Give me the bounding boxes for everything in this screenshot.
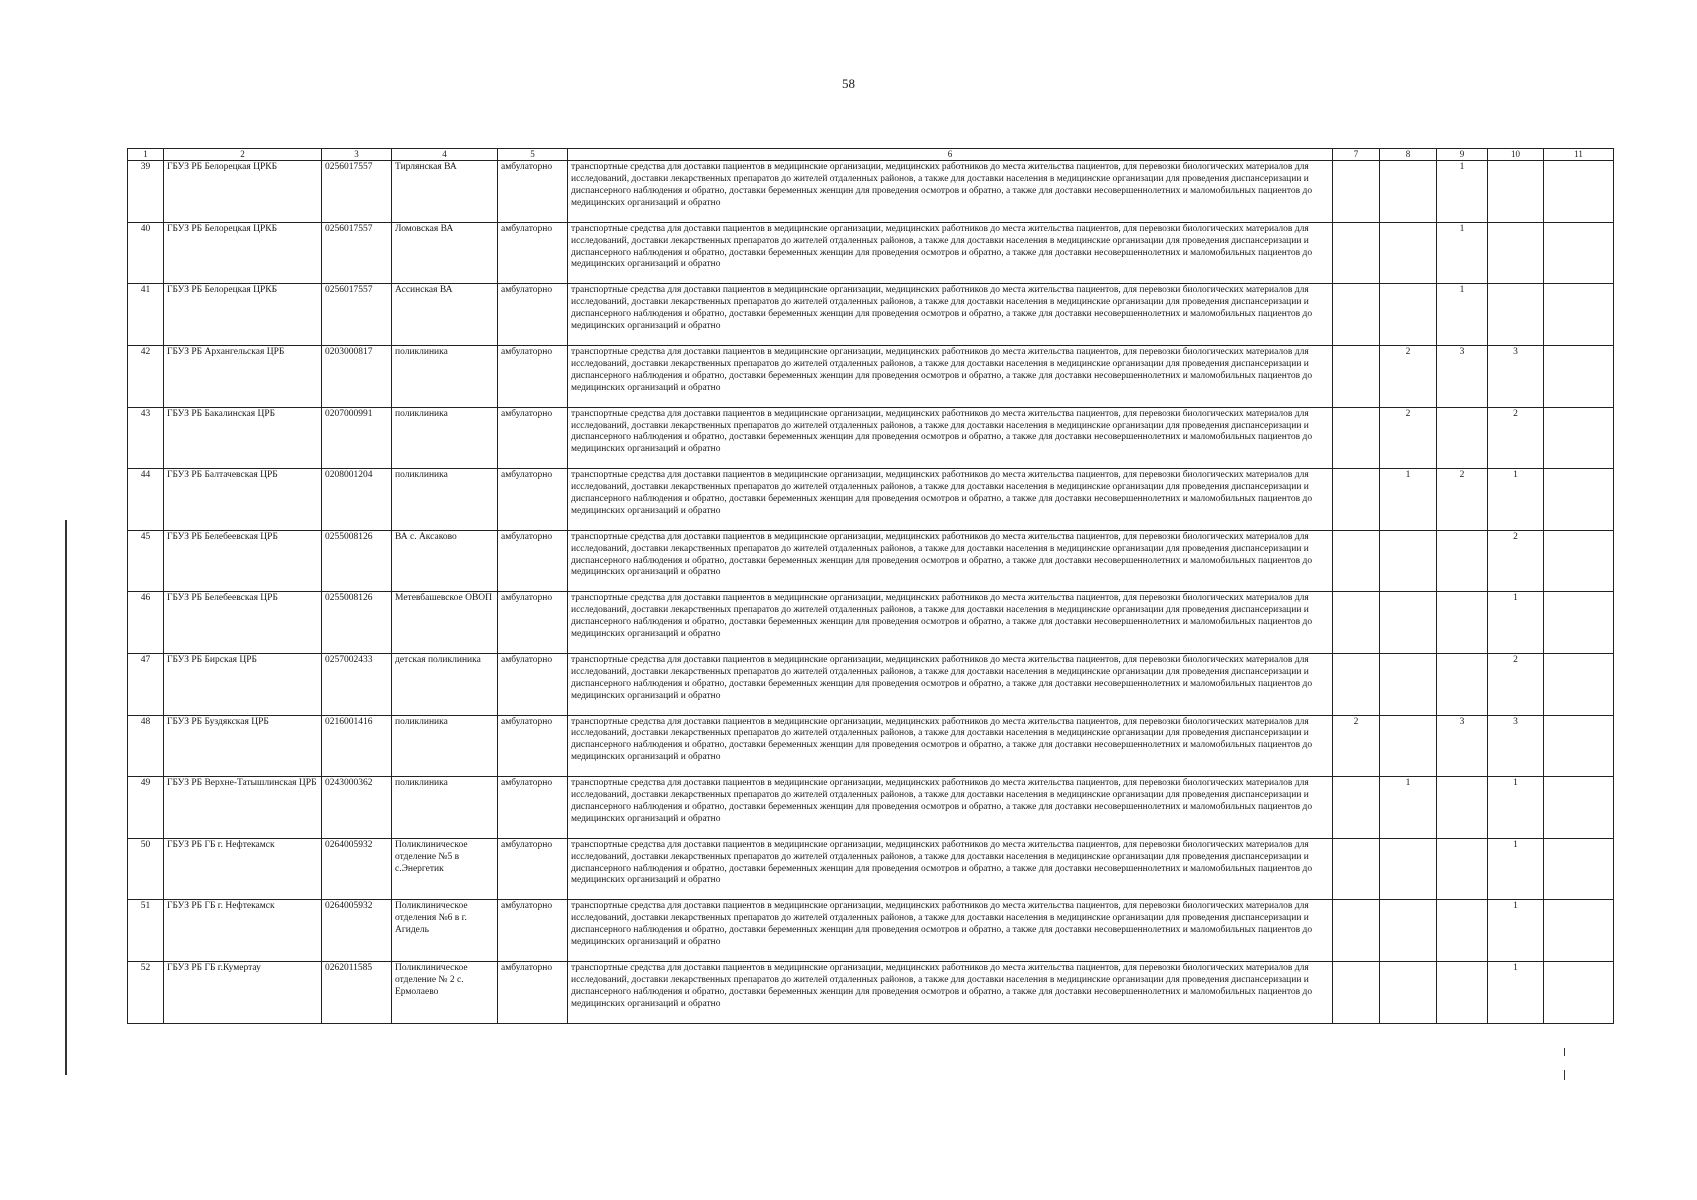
col-9-value: 3	[1437, 715, 1488, 777]
table-row	[128, 777, 1614, 839]
inn-code: 0256017557	[322, 161, 392, 223]
col-7-value	[1333, 530, 1380, 592]
header-col-3: 3	[322, 149, 392, 161]
col-11-value	[1544, 284, 1614, 346]
care-type: амбулаторно	[498, 530, 568, 592]
header-col-9: 9	[1437, 149, 1488, 161]
transport-description: транспортные средства для доставки пациентов в медицинские организации, медицинских работников до места жительства пациентов, для перевозки биологических материалов для исследований, доставки лекарственных препаратов до жителей отдаленных районов, а также для доставки населения в медицинские организации для проведения диспансеризации и диспансерного наблюдения и обратно, доставки беременных женщин для проведения осмотров и обратно, а также для доставки несовершеннолетних и маломобильных пациентов до медицинских организаций и обратно	[568, 961, 1333, 1023]
care-type: амбулаторно	[498, 654, 568, 716]
unit-name: поликлиника	[392, 346, 498, 408]
table-row	[128, 346, 1614, 408]
transport-description: транспортные средства для доставки пациентов в медицинские организации, медицинских работников до места жительства пациентов, для перевозки биологических материалов для исследований, доставки лекарственных препаратов до жителей отдаленных районов, а также для доставки населения в медицинские организации для проведения диспансеризации и диспансерного наблюдения и обратно, доставки беременных женщин для проведения осмотров и обратно, а также для доставки несовершеннолетних и маломобильных пациентов до медицинских организаций и обратно	[568, 161, 1333, 223]
inn-code: 0203000817	[322, 346, 392, 408]
organization-name: ГБУЗ РБ Белебеевская ЦРБ	[164, 592, 322, 654]
table-row	[128, 469, 1614, 531]
transport-description: транспортные средства для доставки пациентов в медицинские организации, медицинских работников до места жительства пациентов, для перевозки биологических материалов для исследований, доставки лекарственных препаратов до жителей отдаленных районов, а также для доставки населения в медицинские организации для проведения диспансеризации и диспансерного наблюдения и обратно, доставки беременных женщин для проведения осмотров и обратно, а также для доставки несовершеннолетних и маломобильных пациентов до медицинских организаций и обратно	[568, 222, 1333, 284]
col-7-value	[1333, 161, 1380, 223]
row-number: 47	[128, 654, 164, 716]
transport-description: транспортные средства для доставки пациентов в медицинские организации, медицинских работников до места жительства пациентов, для перевозки биологических материалов для исследований, доставки лекарственных препаратов до жителей отдаленных районов, а также для доставки населения в медицинские организации для проведения диспансеризации и диспансерного наблюдения и обратно, доставки беременных женщин для проведения осмотров и обратно, а также для доставки несовершеннолетних и маломобильных пациентов до медицинских организаций и обратно	[568, 469, 1333, 531]
organization-name: ГБУЗ РБ Буздякская ЦРБ	[164, 715, 322, 777]
inn-code: 0256017557	[322, 222, 392, 284]
transport-description: транспортные средства для доставки пациентов в медицинские организации, медицинских работников до места жительства пациентов, для перевозки биологических материалов для исследований, доставки лекарственных препаратов до жителей отдаленных районов, а также для доставки населения в медицинские организации для проведения диспансеризации и диспансерного наблюдения и обратно, доставки беременных женщин для проведения осмотров и обратно, а также для доставки несовершеннолетних и маломобильных пациентов до медицинских организаций и обратно	[568, 777, 1333, 839]
col-8-value	[1380, 161, 1437, 223]
row-number: 43	[128, 407, 164, 469]
col-8-value	[1380, 222, 1437, 284]
header-col-2: 2	[164, 149, 322, 161]
col-10-value: 1	[1488, 777, 1544, 839]
col-11-value	[1544, 900, 1614, 962]
table-row	[128, 654, 1614, 716]
row-number: 44	[128, 469, 164, 531]
header-col-6: 6	[568, 149, 1333, 161]
transport-description: транспортные средства для доставки пациентов в медицинские организации, медицинских работников до места жительства пациентов, для перевозки биологических материалов для исследований, доставки лекарственных препаратов до жителей отдаленных районов, а также для доставки населения в медицинские организации для проведения диспансеризации и диспансерного наблюдения и обратно, доставки беременных женщин для проведения осмотров и обратно, а также для доставки несовершеннолетних и маломобильных пациентов до медицинских организаций и обратно	[568, 346, 1333, 408]
col-10-value: 2	[1488, 407, 1544, 469]
col-8-value: 1	[1380, 777, 1437, 839]
col-10-value: 1	[1488, 469, 1544, 531]
col-10-value: 1	[1488, 838, 1544, 900]
table-row	[128, 161, 1614, 223]
organization-name: ГБУЗ РБ Белорецкая ЦРКБ	[164, 161, 322, 223]
header-col-1: 1	[128, 149, 164, 161]
unit-name: поликлиника	[392, 469, 498, 531]
row-number: 42	[128, 346, 164, 408]
col-9-value	[1437, 592, 1488, 654]
header-col-7: 7	[1333, 149, 1380, 161]
col-9-value	[1437, 961, 1488, 1023]
row-number: 45	[128, 530, 164, 592]
unit-name: поликлиника	[392, 777, 498, 839]
care-type: амбулаторно	[498, 838, 568, 900]
scan-edge-mark	[1564, 1048, 1565, 1056]
organization-name: ГБУЗ РБ Бакалинская ЦРБ	[164, 407, 322, 469]
col-9-value: 2	[1437, 469, 1488, 531]
table-row	[128, 592, 1614, 654]
col-8-value	[1380, 530, 1437, 592]
care-type: амбулаторно	[498, 284, 568, 346]
col-9-value: 1	[1437, 222, 1488, 284]
header-col-10: 10	[1488, 149, 1544, 161]
col-9-value: 1	[1437, 161, 1488, 223]
row-number: 41	[128, 284, 164, 346]
col-8-value: 2	[1380, 407, 1437, 469]
unit-name: Поликлиническое отделение № 2 с. Ермолаево	[392, 961, 498, 1023]
page-number: 58	[842, 76, 855, 91]
header-col-5: 5	[498, 149, 568, 161]
inn-code: 0255008126	[322, 530, 392, 592]
inn-code: 0243000362	[322, 777, 392, 839]
care-type: амбулаторно	[498, 900, 568, 962]
col-11-value	[1544, 407, 1614, 469]
table-row	[128, 530, 1614, 592]
col-10-value	[1488, 222, 1544, 284]
row-number: 52	[128, 961, 164, 1023]
scan-edge-mark	[1564, 1070, 1565, 1080]
unit-name: Поликлиническое отделения №6 в г. Агидель	[392, 900, 498, 962]
col-11-value	[1544, 346, 1614, 408]
organization-name: ГБУЗ РБ ГБ г. Нефтекамск	[164, 900, 322, 962]
col-8-value	[1380, 900, 1437, 962]
organization-name: ГБУЗ РБ Белорецкая ЦРКБ	[164, 284, 322, 346]
care-type: амбулаторно	[498, 469, 568, 531]
col-8-value	[1380, 838, 1437, 900]
col-11-value	[1544, 777, 1614, 839]
col-7-value	[1333, 222, 1380, 284]
care-type: амбулаторно	[498, 777, 568, 839]
col-7-value: 2	[1333, 715, 1380, 777]
header-row	[128, 149, 1614, 161]
col-10-value: 1	[1488, 592, 1544, 654]
col-9-value	[1437, 777, 1488, 839]
inn-code: 0264005932	[322, 838, 392, 900]
organization-name: ГБУЗ РБ Белорецкая ЦРКБ	[164, 222, 322, 284]
table-row	[128, 838, 1614, 900]
inn-code: 0208001204	[322, 469, 392, 531]
facilities-table	[127, 148, 1614, 1024]
scan-edge-mark	[65, 520, 67, 1075]
inn-code: 0255008126	[322, 592, 392, 654]
header-col-11: 11	[1544, 149, 1614, 161]
transport-description: транспортные средства для доставки пациентов в медицинские организации, медицинских работников до места жительства пациентов, для перевозки биологических материалов для исследований, доставки лекарственных препаратов до жителей отдаленных районов, а также для доставки населения в медицинские организации для проведения диспансеризации и диспансерного наблюдения и обратно, доставки беременных женщин для проведения осмотров и обратно, а также для доставки несовершеннолетних и маломобильных пациентов до медицинских организаций и обратно	[568, 900, 1333, 962]
col-7-value	[1333, 838, 1380, 900]
table-row	[128, 715, 1614, 777]
unit-name: ВА с. Аксаково	[392, 530, 498, 592]
unit-name: Ломовская ВА	[392, 222, 498, 284]
transport-description: транспортные средства для доставки пациентов в медицинские организации, медицинских работников до места жительства пациентов, для перевозки биологических материалов для исследований, доставки лекарственных препаратов до жителей отдаленных районов, а также для доставки населения в медицинские организации для проведения диспансеризации и диспансерного наблюдения и обратно, доставки беременных женщин для проведения осмотров и обратно, а также для доставки несовершеннолетних и маломобильных пациентов до медицинских организаций и обратно	[568, 592, 1333, 654]
col-8-value: 2	[1380, 346, 1437, 408]
col-8-value	[1380, 654, 1437, 716]
inn-code: 0216001416	[322, 715, 392, 777]
organization-name: ГБУЗ РБ Архангельская ЦРБ	[164, 346, 322, 408]
care-type: амбулаторно	[498, 961, 568, 1023]
table-header	[128, 149, 1614, 161]
col-10-value: 1	[1488, 900, 1544, 962]
col-11-value	[1544, 469, 1614, 531]
col-9-value: 3	[1437, 346, 1488, 408]
col-9-value	[1437, 838, 1488, 900]
transport-description: транспортные средства для доставки пациентов в медицинские организации, медицинских работников до места жительства пациентов, для перевозки биологических материалов для исследований, доставки лекарственных препаратов до жителей отдаленных районов, а также для доставки населения в медицинские организации для проведения диспансеризации и диспансерного наблюдения и обратно, доставки беременных женщин для проведения осмотров и обратно, а также для доставки несовершеннолетних и маломобильных пациентов до медицинских организаций и обратно	[568, 654, 1333, 716]
col-7-value	[1333, 900, 1380, 962]
col-11-value	[1544, 961, 1614, 1023]
table-body	[128, 161, 1614, 1023]
row-number: 39	[128, 161, 164, 223]
transport-description: транспортные средства для доставки пациентов в медицинские организации, медицинских работников до места жительства пациентов, для перевозки биологических материалов для исследований, доставки лекарственных препаратов до жителей отдаленных районов, а также для доставки населения в медицинские организации для проведения диспансеризации и диспансерного наблюдения и обратно, доставки беременных женщин для проведения осмотров и обратно, а также для доставки несовершеннолетних и маломобильных пациентов до медицинских организаций и обратно	[568, 838, 1333, 900]
unit-name: поликлиника	[392, 407, 498, 469]
col-11-value	[1544, 715, 1614, 777]
col-7-value	[1333, 777, 1380, 839]
unit-name: поликлиника	[392, 715, 498, 777]
col-10-value: 2	[1488, 530, 1544, 592]
header-col-4: 4	[392, 149, 498, 161]
col-10-value: 3	[1488, 346, 1544, 408]
col-8-value	[1380, 284, 1437, 346]
unit-name: Тирлянская ВА	[392, 161, 498, 223]
col-9-value	[1437, 530, 1488, 592]
unit-name: детская поликлиника	[392, 654, 498, 716]
table-row	[128, 284, 1614, 346]
col-11-value	[1544, 161, 1614, 223]
inn-code: 0257002433	[322, 654, 392, 716]
col-7-value	[1333, 961, 1380, 1023]
transport-description: транспортные средства для доставки пациентов в медицинские организации, медицинских работников до места жительства пациентов, для перевозки биологических материалов для исследований, доставки лекарственных препаратов до жителей отдаленных районов, а также для доставки населения в медицинские организации для проведения диспансеризации и диспансерного наблюдения и обратно, доставки беременных женщин для проведения осмотров и обратно, а также для доставки несовершеннолетних и маломобильных пациентов до медицинских организаций и обратно	[568, 407, 1333, 469]
col-9-value: 1	[1437, 284, 1488, 346]
col-9-value	[1437, 407, 1488, 469]
table-row	[128, 961, 1614, 1023]
care-type: амбулаторно	[498, 407, 568, 469]
col-8-value	[1380, 961, 1437, 1023]
col-8-value: 1	[1380, 469, 1437, 531]
col-11-value	[1544, 838, 1614, 900]
table-row	[128, 900, 1614, 962]
inn-code: 0264005932	[322, 900, 392, 962]
col-7-value	[1333, 592, 1380, 654]
care-type: амбулаторно	[498, 592, 568, 654]
unit-name: Поликлиническое отделение №5 в с.Энергетик	[392, 838, 498, 900]
col-8-value	[1380, 592, 1437, 654]
transport-description: транспортные средства для доставки пациентов в медицинские организации, медицинских работников до места жительства пациентов, для перевозки биологических материалов для исследований, доставки лекарственных препаратов до жителей отдаленных районов, а также для доставки населения в медицинские организации для проведения диспансеризации и диспансерного наблюдения и обратно, доставки беременных женщин для проведения осмотров и обратно, а также для доставки несовершеннолетних и маломобильных пациентов до медицинских организаций и обратно	[568, 530, 1333, 592]
transport-description: транспортные средства для доставки пациентов в медицинские организации, медицинских работников до места жительства пациентов, для перевозки биологических материалов для исследований, доставки лекарственных препаратов до жителей отдаленных районов, а также для доставки населения в медицинские организации для проведения диспансеризации и диспансерного наблюдения и обратно, доставки беременных женщин для проведения осмотров и обратно, а также для доставки несовершеннолетних и маломобильных пациентов до медицинских организаций и обратно	[568, 284, 1333, 346]
col-11-value	[1544, 530, 1614, 592]
care-type: амбулаторно	[498, 222, 568, 284]
col-10-value: 1	[1488, 961, 1544, 1023]
organization-name: ГБУЗ РБ Бирская ЦРБ	[164, 654, 322, 716]
row-number: 40	[128, 222, 164, 284]
col-11-value	[1544, 222, 1614, 284]
header-col-8: 8	[1380, 149, 1437, 161]
unit-name: Ассинская ВА	[392, 284, 498, 346]
care-type: амбулаторно	[498, 346, 568, 408]
care-type: амбулаторно	[498, 161, 568, 223]
row-number: 49	[128, 777, 164, 839]
organization-name: ГБУЗ РБ Верхне-Татышлинская ЦРБ	[164, 777, 322, 839]
col-10-value: 3	[1488, 715, 1544, 777]
col-11-value	[1544, 592, 1614, 654]
col-10-value	[1488, 161, 1544, 223]
col-7-value	[1333, 284, 1380, 346]
col-9-value	[1437, 900, 1488, 962]
care-type: амбулаторно	[498, 715, 568, 777]
row-number: 46	[128, 592, 164, 654]
organization-name: ГБУЗ РБ Балтачевская ЦРБ	[164, 469, 322, 531]
organization-name: ГБУЗ РБ ГБ г.Кумертау	[164, 961, 322, 1023]
col-7-value	[1333, 654, 1380, 716]
inn-code: 0207000991	[322, 407, 392, 469]
row-number: 48	[128, 715, 164, 777]
col-10-value	[1488, 284, 1544, 346]
inn-code: 0262011585	[322, 961, 392, 1023]
col-7-value	[1333, 407, 1380, 469]
table-row	[128, 222, 1614, 284]
inn-code: 0256017557	[322, 284, 392, 346]
organization-name: ГБУЗ РБ ГБ г. Нефтекамск	[164, 838, 322, 900]
col-10-value: 2	[1488, 654, 1544, 716]
row-number: 51	[128, 900, 164, 962]
col-8-value	[1380, 715, 1437, 777]
row-number: 50	[128, 838, 164, 900]
col-9-value	[1437, 654, 1488, 716]
col-11-value	[1544, 654, 1614, 716]
col-7-value	[1333, 469, 1380, 531]
unit-name: Метевбашевское ОВОП	[392, 592, 498, 654]
transport-description: транспортные средства для доставки пациентов в медицинские организации, медицинских работников до места жительства пациентов, для перевозки биологических материалов для исследований, доставки лекарственных препаратов до жителей отдаленных районов, а также для доставки населения в медицинские организации для проведения диспансеризации и диспансерного наблюдения и обратно, доставки беременных женщин для проведения осмотров и обратно, а также для доставки несовершеннолетних и маломобильных пациентов до медицинских организаций и обратно	[568, 715, 1333, 777]
organization-name: ГБУЗ РБ Белебеевская ЦРБ	[164, 530, 322, 592]
table-row	[128, 407, 1614, 469]
col-7-value	[1333, 346, 1380, 408]
